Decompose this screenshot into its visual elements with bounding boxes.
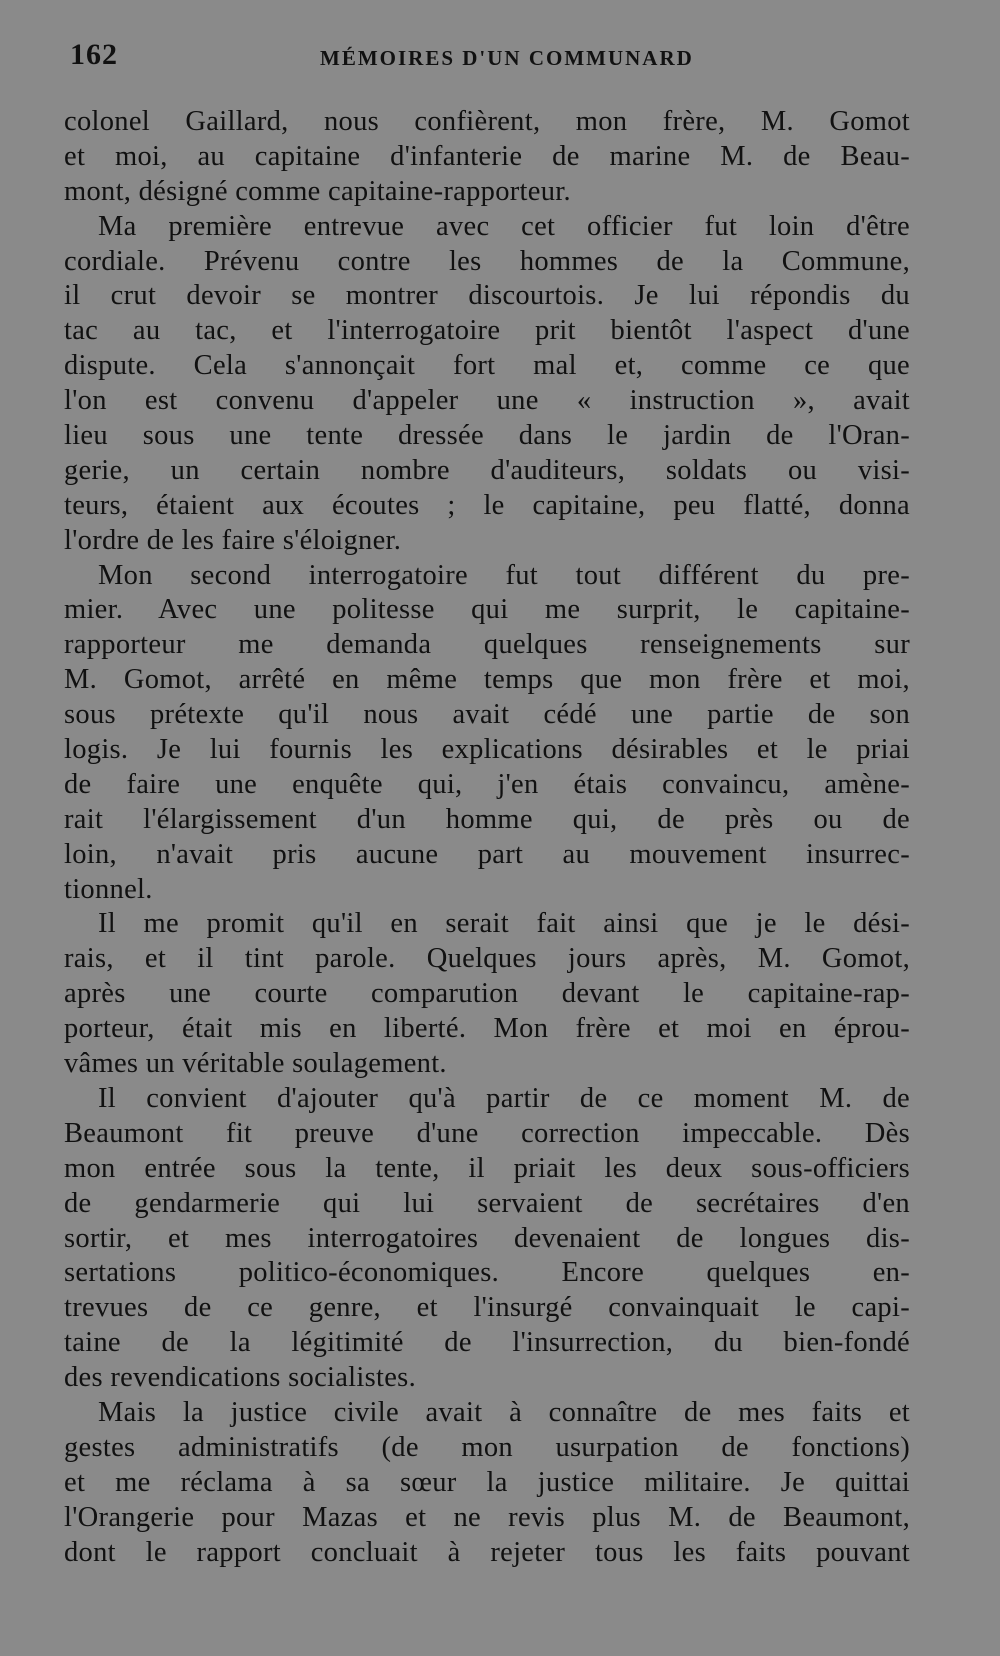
body-text bbox=[64, 105, 910, 1570]
text-line: dont le rapport concluait à rejeter tous les faits pouvant bbox=[64, 1536, 910, 1568]
text-line: tionnel. bbox=[64, 873, 153, 905]
text-line: cordiale. Prévenu contre les hommes de la Commune, bbox=[64, 245, 910, 277]
text-line: Il me promit qu'il en serait fait ainsi que je le dési- bbox=[98, 908, 910, 940]
text-line: Beaumont fit preuve d'une correction impeccable. Dès bbox=[64, 1117, 910, 1149]
page-number: 162 bbox=[70, 38, 118, 71]
text-line: Mais la justice civile avait à connaître de mes faits et bbox=[98, 1396, 910, 1428]
text-line: logis. Je lui fournis les explications désirables et le priai bbox=[64, 734, 910, 766]
text-line: des revendications socialistes. bbox=[64, 1362, 416, 1394]
text-line: taine de la légitimité de l'insurrection, du bien-fondé bbox=[64, 1327, 910, 1359]
text-line: mont, désigné comme capitaine-rapporteur. bbox=[64, 175, 571, 207]
text-line: l'Orangerie pour Mazas et ne revis plus M. de Beaumont, bbox=[64, 1501, 910, 1533]
text-line: il crut devoir se montrer discourtois. Je lui répondis du bbox=[64, 280, 910, 312]
running-head: MÉMOIRES D'UN COMMUNARD bbox=[320, 46, 694, 70]
text-line: mier. Avec une politesse qui me surprit, le capitaine- bbox=[64, 594, 910, 626]
text-line: et me réclama à sa sœur la justice militaire. Je quittai bbox=[64, 1466, 910, 1498]
text-line: après une courte comparution devant le capitaine-rap- bbox=[64, 978, 910, 1010]
text-line: l'on est convenu d'appeler une « instruction », avait bbox=[64, 385, 910, 417]
text-line: teurs, étaient aux écoutes ; le capitaine, peu flatté, donna bbox=[64, 489, 910, 521]
text-line: de faire une enquête qui, j'en étais convaincu, amène- bbox=[64, 768, 910, 800]
text-line: Ma première entrevue avec cet officier fut loin d'être bbox=[98, 210, 910, 242]
text-line: M. Gomot, arrêté en même temps que mon frère et moi, bbox=[64, 664, 910, 696]
text-line: Mon second interrogatoire fut tout différent du pre- bbox=[98, 559, 910, 591]
text-line: de gendarmerie qui lui servaient de secrétaires d'en bbox=[64, 1187, 910, 1219]
text-line: et moi, au capitaine d'infanterie de marine M. de Beau- bbox=[64, 140, 910, 172]
text-line: gerie, un certain nombre d'auditeurs, soldats ou visi- bbox=[64, 454, 910, 486]
page-header bbox=[70, 38, 930, 78]
text-line: gestes administratifs (de mon usurpation de fonctions) bbox=[64, 1431, 910, 1463]
text-line: vâmes un véritable soulagement. bbox=[64, 1048, 447, 1080]
text-line: Il convient d'ajouter qu'à partir de ce moment M. de bbox=[98, 1082, 910, 1114]
text-line: loin, n'avait pris aucune part au mouvement insurrec- bbox=[64, 838, 910, 870]
text-line: porteur, était mis en liberté. Mon frère et moi en éprou- bbox=[64, 1013, 910, 1045]
text-line: rait l'élargissement d'un homme qui, de près ou de bbox=[64, 803, 910, 835]
text-line: trevues de ce genre, et l'insurgé convainquait le capi- bbox=[64, 1292, 910, 1324]
text-line: l'ordre de les faire s'éloigner. bbox=[64, 524, 402, 556]
text-line: sertations politico-économiques. Encore quelques en- bbox=[64, 1257, 910, 1289]
text-line: sortir, et mes interrogatoires devenaient de longues dis- bbox=[64, 1222, 910, 1254]
text-line: lieu sous une tente dressée dans le jardin de l'Oran- bbox=[64, 420, 910, 452]
text-line: rapporteur me demanda quelques renseignements sur bbox=[64, 629, 910, 661]
text-line: sous prétexte qu'il nous avait cédé une partie de son bbox=[64, 699, 910, 731]
text-line: dispute. Cela s'annonçait fort mal et, comme ce que bbox=[64, 350, 910, 382]
text-line: rais, et il tint parole. Quelques jours après, M. Gomot, bbox=[64, 943, 910, 975]
text-line: tac au tac, et l'interrogatoire prit bientôt l'aspect d'une bbox=[64, 315, 910, 347]
text-line: mon entrée sous la tente, il priait les deux sous-officiers bbox=[64, 1152, 910, 1184]
text-line: colonel Gaillard, nous confièrent, mon frère, M. Gomot bbox=[64, 106, 910, 137]
